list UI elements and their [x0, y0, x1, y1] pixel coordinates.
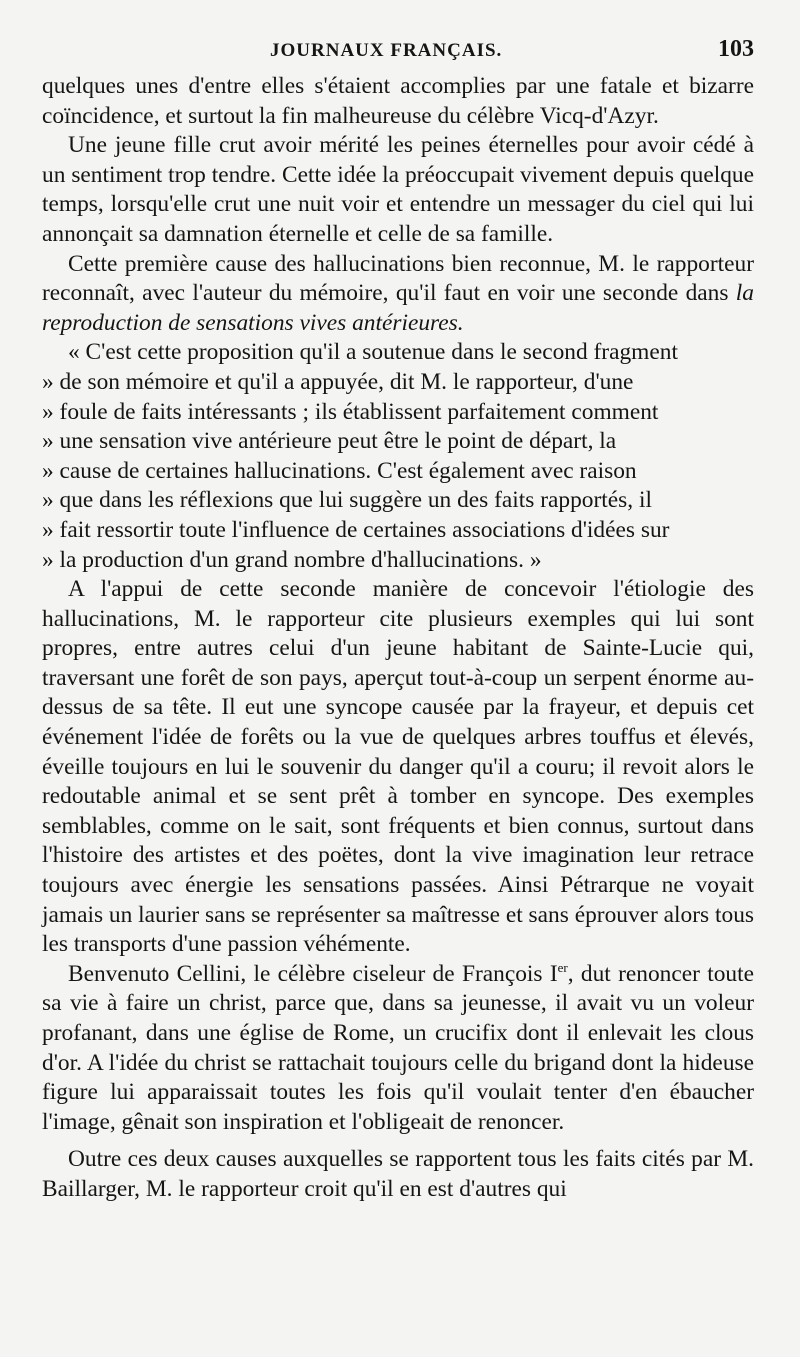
paragraph-2: Une jeune fille crut avoir mérité les peines éternelles pour avoir cédé à un sentiment trop tendre. Cette idée la préoccupait vivement depuis quelque temps, lorsqu'elle crut une nuit voir et entendre un messager du ciel qui lui annonçait sa damnation éternelle et celle de sa famille. [42, 132, 754, 247]
quote-line: « C'est cette proposition qu'il a soutenue dans le second fragment [68, 339, 678, 366]
quote-line: » que dans les réflexions que lui suggère un des faits rapportés, il [42, 487, 652, 514]
quote-line: » foule de faits intéressants ; ils établissent parfaitement comment [42, 398, 659, 425]
superscript-er: er [557, 959, 568, 975]
quote-line: » une sensation vive antérieure peut être le point de départ, la [42, 428, 617, 455]
paragraph-3-italic: la reproduction de sensations vives antérieures. [42, 280, 754, 336]
quote-line: » la production d'un grand nombre d'hallucinations. » [42, 546, 542, 573]
paragraph-4: A l'appui de cette seconde manière de concevoir l'étiologie des hallucinations, M. le rapporteur cite plusieurs exemples qui lui sont propres, entre autres celui d'un jeune habitant de Sainte-Lucie qui, traversant une forêt de son pays, aperçut tout-à-coup un serpent énorme au-dessus de sa tête. Il eut une syncope causée par la frayeur, et depuis cet événement l'idée de forêts ou la vue de quelques arbres touffus et élevés, éveille toujours en lui le souvenir du danger qu'il a couru; il revoit alors le redoutable animal et se sent prêt à tomber en syncope. Des exemples semblables, comme on le sait, sont fréquents et bien connus, surtout dans l'histoire des artistes et des poëtes, dont la vive imagination leur retrace toujours avec énergie les sensations passées. Ainsi Pétrarque ne voyait jamais un laurier sans se représenter sa maîtresse et sans éprouver alors tous les transports d'une passion véhémente. [42, 576, 754, 958]
paragraph-5-rest: , dut renoncer toute sa vie à faire un christ, parce que, dans sa jeunesse, il avait vu un voleur profanant, dans une église de Rome, un crucifix dont il enlevait les clous d'or. A l'idée du christ se rattachait toujours celle du brigand dont la hideuse figure lui apparaissait toutes les fois qu'il voulait tenter d'en ébaucher l'image, gênait son inspiration et l'obligeait de renoncer. [42, 960, 754, 1135]
page-header [42, 30, 754, 72]
quote-line: » cause de certaines hallucinations. C'est également avec raison [42, 457, 637, 484]
paragraph-6: Outre ces deux causes auxquelles se rapportent tous les faits cités par M. Baillarger, M. le rapporteur croit qu'il en est d'autres qui [42, 1146, 754, 1202]
running-title: JOURNAUX FRANÇAIS. [270, 40, 503, 61]
paragraph-3 [42, 250, 754, 339]
page-number: 103 [718, 36, 754, 62]
paragraph-3-text: Cette première cause des hallucinations bien reconnue, M. le rapporteur reconnaît, avec l'auteur du mémoire, qu'il faut en voir une seconde dans [42, 250, 754, 307]
paragraph-5-start: Benvenuto Cellini, le célèbre ciseleur de François I [68, 960, 558, 987]
paragraph-5 [42, 960, 754, 1138]
paragraph-1: quelques unes d'entre elles s'étaient accomplies par une fatale et bizarre coïncidence, et surtout la fin malheureuse du célèbre Vicq-d'Azyr. [42, 73, 754, 129]
quote-line: » de son mémoire et qu'il a appuyée, dit M. le rapporteur, d'une [42, 368, 634, 395]
quotation [42, 338, 754, 575]
quote-line: » fait ressortir toute l'influence de certaines associations d'idées sur [42, 516, 670, 543]
body-text [42, 72, 754, 1205]
